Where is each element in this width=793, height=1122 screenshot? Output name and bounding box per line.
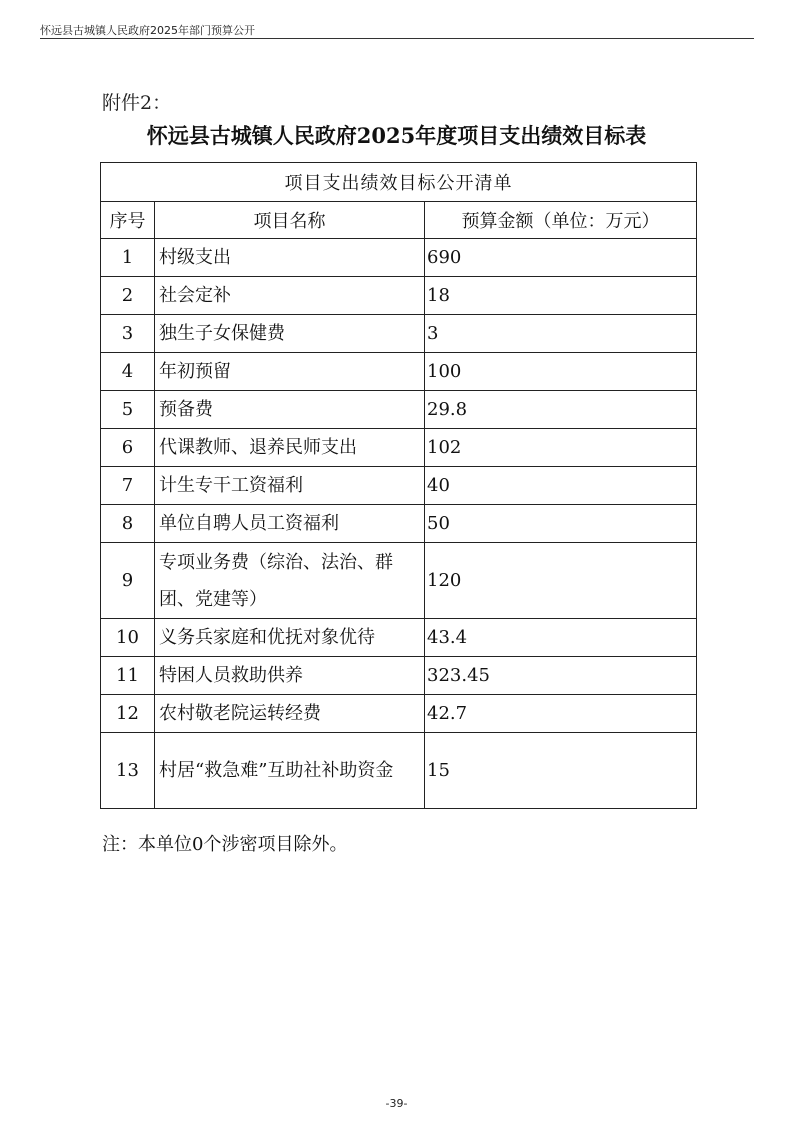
header-name: 项目名称 <box>155 202 425 239</box>
table-row <box>101 619 697 657</box>
row-name: 义务兵家庭和优抚对象优待 <box>155 619 425 657</box>
row-index: 6 <box>101 429 155 467</box>
row-name: 独生子女保健费 <box>155 315 425 353</box>
page-number: -39- <box>385 1097 408 1110</box>
budget-table <box>100 162 697 809</box>
row-index: 9 <box>101 543 155 619</box>
row-name: 村级支出 <box>155 239 425 277</box>
header-amount: 预算金额（单位：万元） <box>425 202 697 239</box>
row-amount: 102 <box>425 429 697 467</box>
row-index: 8 <box>101 505 155 543</box>
table-row <box>101 315 697 353</box>
row-name: 专项业务费（综治、法治、群团、党建等） <box>155 543 425 619</box>
row-name: 计生专干工资福利 <box>155 467 425 505</box>
row-name: 代课教师、退养民师支出 <box>155 429 425 467</box>
row-name: 村居“救急难”互助社补助资金 <box>155 733 425 809</box>
table-caption: 项目支出绩效目标公开清单 <box>101 163 697 202</box>
row-name: 特困人员救助供养 <box>155 657 425 695</box>
attachment-label: 附件2： <box>102 92 172 114</box>
row-amount: 42.7 <box>425 695 697 733</box>
row-name: 农村敬老院运转经费 <box>155 695 425 733</box>
row-name: 社会定补 <box>155 277 425 315</box>
row-index: 7 <box>101 467 155 505</box>
table-row <box>101 543 697 619</box>
table-row <box>101 695 697 733</box>
document-title: 怀远县古城镇人民政府2025年度项目支出绩效目标表 <box>146 123 647 148</box>
table-row <box>101 391 697 429</box>
header-index: 序号 <box>101 202 155 239</box>
running-header: 怀远县古城镇人民政府2025年部门预算公开 <box>40 24 255 37</box>
row-amount: 323.45 <box>425 657 697 695</box>
row-index: 1 <box>101 239 155 277</box>
row-index: 3 <box>101 315 155 353</box>
row-amount: 15 <box>425 733 697 809</box>
row-index: 12 <box>101 695 155 733</box>
row-amount: 50 <box>425 505 697 543</box>
row-amount: 29.8 <box>425 391 697 429</box>
header-divider <box>40 38 754 39</box>
table-row <box>101 505 697 543</box>
table-row <box>101 277 697 315</box>
row-amount: 100 <box>425 353 697 391</box>
row-index: 11 <box>101 657 155 695</box>
row-amount: 120 <box>425 543 697 619</box>
footnote: 注：本单位0个涉密项目除外。 <box>102 834 348 855</box>
row-name: 预备费 <box>155 391 425 429</box>
row-name: 年初预留 <box>155 353 425 391</box>
row-amount: 18 <box>425 277 697 315</box>
table-row <box>101 657 697 695</box>
row-amount: 43.4 <box>425 619 697 657</box>
row-amount: 40 <box>425 467 697 505</box>
row-index: 13 <box>101 733 155 809</box>
row-name: 单位自聘人员工资福利 <box>155 505 425 543</box>
table-row <box>101 467 697 505</box>
row-amount: 3 <box>425 315 697 353</box>
table-row <box>101 353 697 391</box>
table-row <box>101 733 697 809</box>
table-row <box>101 239 697 277</box>
row-index: 10 <box>101 619 155 657</box>
table-row <box>101 429 697 467</box>
row-index: 5 <box>101 391 155 429</box>
row-amount: 690 <box>425 239 697 277</box>
row-index: 4 <box>101 353 155 391</box>
row-index: 2 <box>101 277 155 315</box>
